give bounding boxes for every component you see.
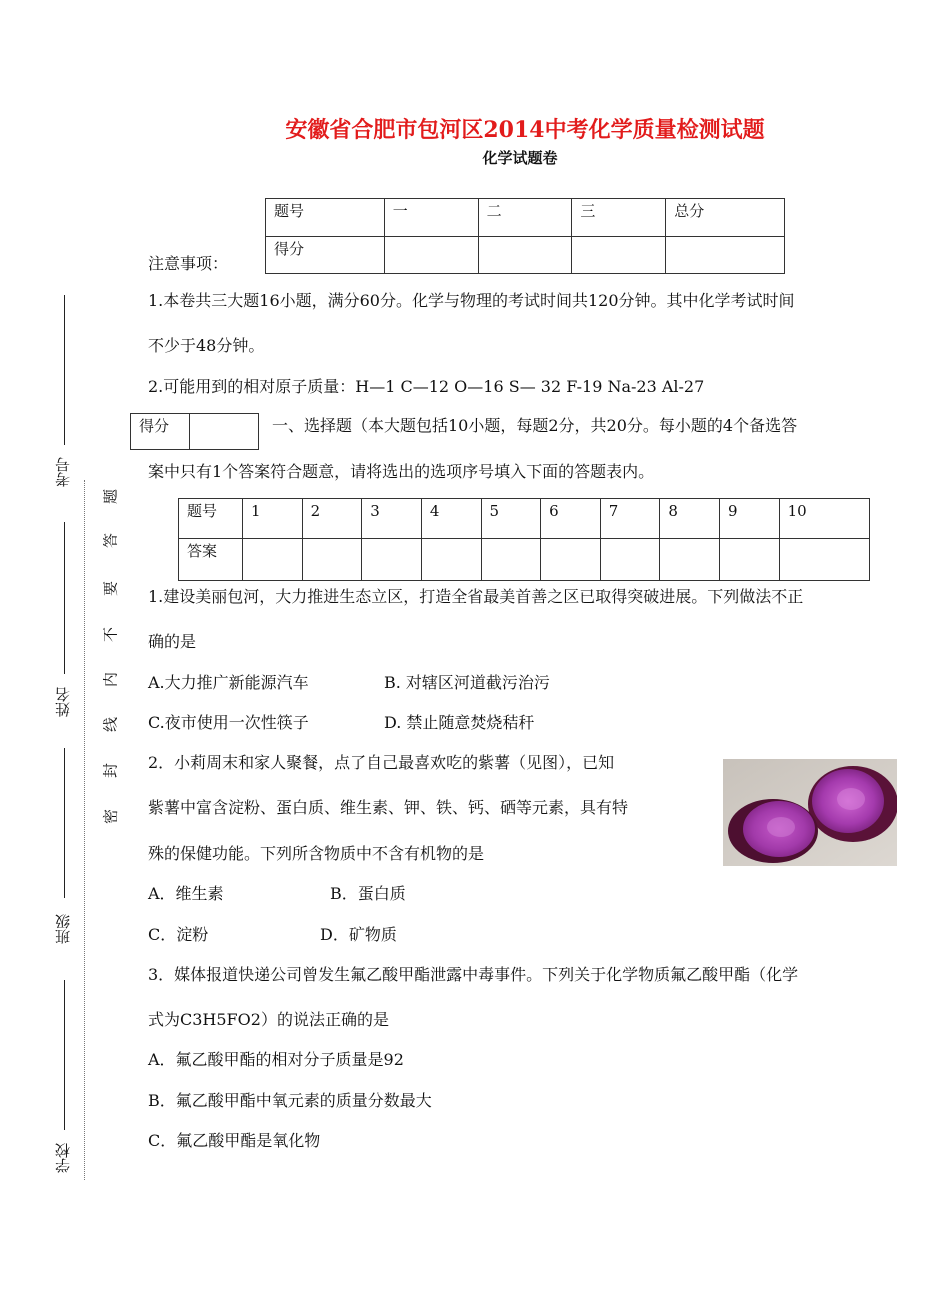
q2-stem-a: 2．小莉周末和家人聚餐，点了自己最喜欢吃的紫薯（见图），已知 (148, 753, 615, 772)
margin-line (64, 748, 65, 898)
seal-char: 题 (101, 489, 120, 505)
answer-cell[interactable] (779, 539, 869, 581)
section-intro-a: 一、选择题（本大题包括10小题，每题2分，共20分。每小题的4个备选答 (272, 416, 798, 435)
answer-number: 8 (660, 499, 720, 539)
answer-cell[interactable] (481, 539, 541, 581)
section-score-cell[interactable] (190, 414, 259, 450)
answer-number: 6 (541, 499, 601, 539)
margin-line (64, 295, 65, 445)
answer-number: 4 (421, 499, 481, 539)
margin-line (64, 980, 65, 1130)
seal-char: 线 (101, 717, 120, 733)
answer-cell[interactable] (720, 539, 780, 581)
seal-char: 密 (101, 809, 120, 825)
seal-char: 内 (101, 672, 120, 688)
score-table-header: 总分 (666, 199, 785, 237)
answer-row-label: 题号 (179, 499, 243, 539)
section-score-box (130, 413, 259, 450)
score-cell[interactable] (572, 237, 666, 274)
q1-stem-b: 确的是 (148, 632, 197, 651)
score-cell[interactable] (666, 237, 785, 274)
q2-stem-b: 紫薯中富含淀粉、蛋白质、维生素、钾、铁、钙、硒等元素，具有特 (148, 798, 629, 817)
answer-row-label: 答案 (179, 539, 243, 581)
margin-label-class: 班级 (54, 914, 72, 944)
score-cell[interactable] (384, 237, 478, 274)
q1-option-a: A.大力推广新能源汽车 (148, 673, 309, 692)
answer-cell[interactable] (362, 539, 422, 581)
answer-cell[interactable] (660, 539, 720, 581)
margin-label-school: 学校 (54, 1143, 72, 1173)
q2-option-a: A．维生素 (148, 884, 224, 903)
seal-dotted-line (84, 480, 85, 1180)
seal-char: 要 (101, 581, 120, 597)
score-table-header: 题号 (266, 199, 385, 237)
q2-option-c: C．淀粉 (148, 925, 209, 944)
answer-cell[interactable] (600, 539, 660, 581)
q1-stem-a: 1.建设美丽包河，大力推进生态立区，打造全省最美首善之区已取得突破进展。下列做法不正 (148, 587, 804, 606)
seal-char: 答 (101, 533, 120, 549)
q1-option-d: D. 禁止随意焚烧秸秆 (384, 713, 535, 732)
answer-number: 2 (302, 499, 362, 539)
purple-sweet-potato-photo (723, 759, 897, 866)
score-row-label: 得分 (266, 237, 385, 274)
answer-cell[interactable] (421, 539, 481, 581)
answer-cell[interactable] (243, 539, 303, 581)
score-table-header: 三 (572, 199, 666, 237)
answer-number: 3 (362, 499, 422, 539)
section-score-label: 得分 (131, 414, 190, 450)
notice-line-1b: 不少于48分钟。 (148, 336, 265, 355)
q1-option-c: C.夜市使用一次性筷子 (148, 713, 309, 732)
margin-label-name: 姓名 (54, 687, 72, 717)
score-table-header: 一 (384, 199, 478, 237)
notice-line-1a: 1.本卷共三大题16小题，满分60分。化学与物理的考试时间共120分钟。其中化学考试时间 (148, 291, 795, 310)
seal-char: 不 (101, 627, 120, 643)
answer-cell[interactable] (302, 539, 362, 581)
notice-line-2: 2.可能用到的相对原子质量：H—1 C—12 O—16 S— 32 F-19 Na-23 Al-27 (148, 377, 705, 396)
answer-number: 5 (481, 499, 541, 539)
score-table-header: 二 (478, 199, 572, 237)
page-subtitle: 化学试题卷 (482, 149, 558, 167)
score-cell[interactable] (478, 237, 572, 274)
page-title: 安徽省合肥市包河区2014中考化学质量检测试题 (285, 117, 765, 143)
q3-stem-a: 3．媒体报道快递公司曾发生氟乙酸甲酯泄露中毒事件。下列关于化学物质氟乙酸甲酯（化学 (148, 965, 799, 984)
q3-option-c: C．氟乙酸甲酯是氧化物 (148, 1131, 321, 1150)
q1-option-b: B. 对辖区河道截污治污 (384, 673, 550, 692)
q2-option-d: D．矿物质 (320, 925, 397, 944)
q3-stem-b: 式为C3H5FO2）的说法正确的是 (148, 1010, 389, 1029)
answer-number: 7 (600, 499, 660, 539)
notice-heading: 注意事项： (148, 254, 229, 273)
answer-number: 9 (720, 499, 780, 539)
section-intro-b: 案中只有1个答案符合题意，请将选出的选项序号填入下面的答题表内。 (148, 462, 655, 481)
answer-cell[interactable] (541, 539, 601, 581)
q2-stem-c: 殊的保健功能。下列所含物质中不含有机物的是 (148, 844, 485, 863)
q3-option-a: A．氟乙酸甲酯的相对分子质量是92 (148, 1050, 404, 1069)
q3-option-b: B．氟乙酸甲酯中氧元素的质量分数最大 (148, 1091, 432, 1110)
answer-table (178, 498, 870, 581)
seal-char: 封 (101, 763, 120, 779)
answer-number: 1 (243, 499, 303, 539)
q2-option-b: B．蛋白质 (330, 884, 406, 903)
margin-label-exam-number: 考号 (54, 457, 72, 487)
score-table (265, 198, 785, 274)
answer-number: 10 (779, 499, 869, 539)
margin-line (64, 522, 65, 674)
